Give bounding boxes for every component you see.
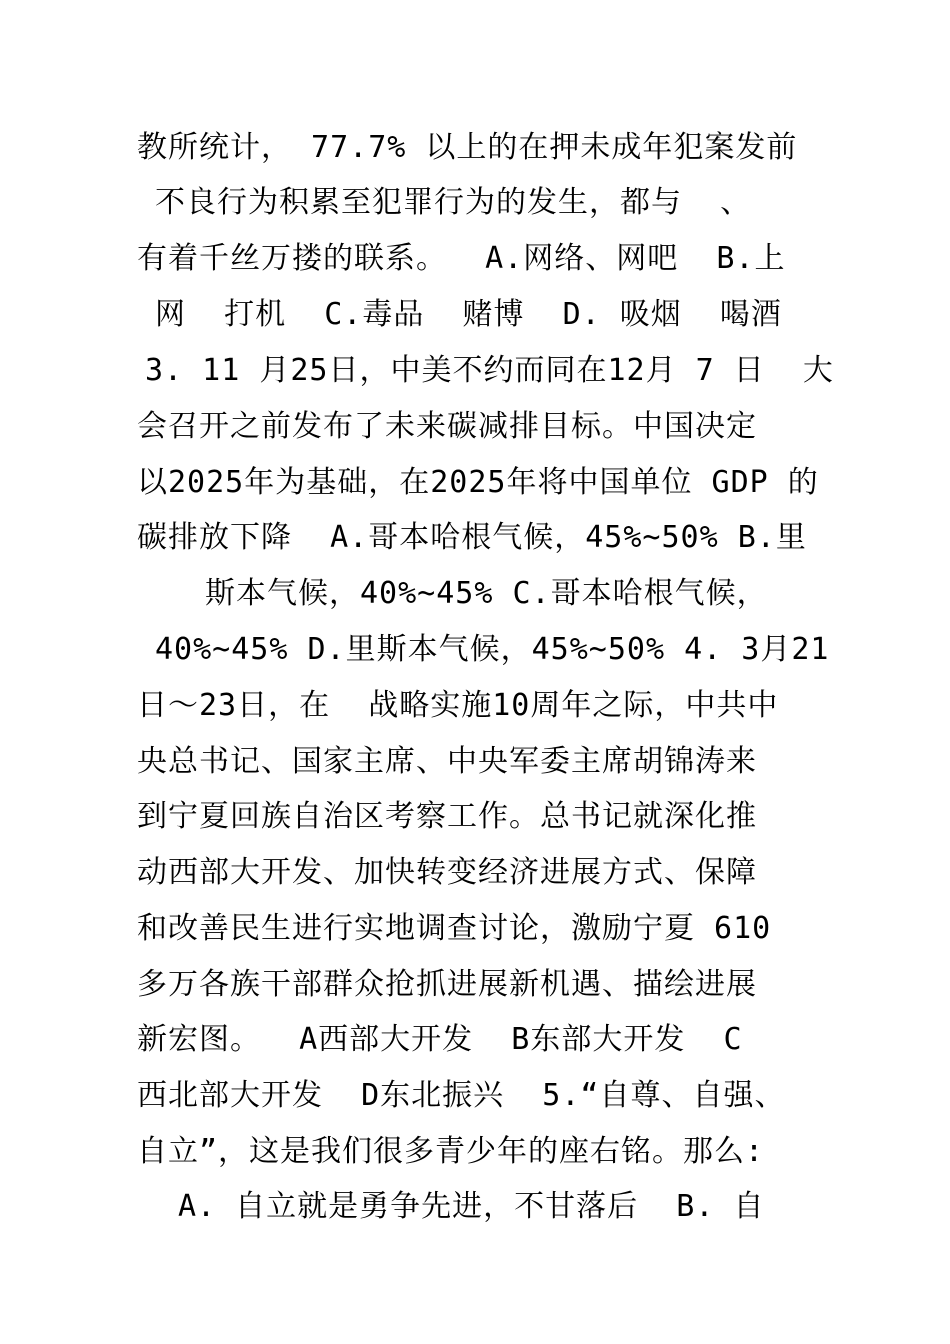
text-line-1: 教所统计， 77.7% 以上的在押未成年犯案发前 bbox=[137, 130, 798, 165]
text-line-5: 3. 11 月25日，中美不约而同在12月 7 日 大 bbox=[145, 353, 834, 388]
text-line-3: 有着千丝万搂的联系。 A.网络、网吧 B.上 bbox=[137, 241, 786, 276]
text-line-2: 不良行为积累至犯罪行为的发生，都与 、 bbox=[155, 185, 752, 220]
text-line-9: 斯本气候，40%~45% C.哥本哈根气候， bbox=[205, 576, 768, 611]
text-line-19: 自立”，这是我们很多青少年的座右铭。那么: bbox=[137, 1134, 765, 1169]
text-line-13: 到宁夏回族自治区考察工作。总书记就深化推 bbox=[137, 799, 757, 834]
text-line-10: 40%~45% D.里斯本气候，45%~50% 4. 3月21 bbox=[155, 632, 830, 667]
text-line-8: 碳排放下降 A.哥本哈根气候，45%~50% B.里 bbox=[137, 520, 807, 555]
text-line-18: 西北部大开发 D东北振兴 5.“自尊、自强、 bbox=[137, 1078, 786, 1113]
text-line-16: 多万各族干部群众抢抓进展新机遇、描绘进展 bbox=[137, 967, 757, 1002]
text-line-6: 会召开之前发布了未来碳减排目标。中国决定 bbox=[137, 409, 757, 444]
text-line-11: 日～23日，在 战略实施10周年之际，中共中 bbox=[137, 688, 779, 723]
text-line-12: 央总书记、国家主席、中央军委主席胡锦涛来 bbox=[137, 744, 757, 779]
text-line-4: 网 打机 C.毒品 赌博 D. 吸烟 喝酒 bbox=[155, 297, 782, 332]
text-line-15: 和改善民生进行实地调查讨论，激励宁夏 610 bbox=[137, 911, 772, 946]
text-line-17: 新宏图。 A西部大开发 B东部大开发 C bbox=[137, 1022, 743, 1057]
text-line-7: 以2025年为基础，在2025年将中国单位 GDP 的 bbox=[137, 465, 819, 500]
text-line-14: 动西部大开发、加快转变经济进展方式、保障 bbox=[137, 855, 757, 890]
text-line-20: A. 自立就是勇争先进，不甘落后 B. 自 bbox=[178, 1189, 765, 1224]
